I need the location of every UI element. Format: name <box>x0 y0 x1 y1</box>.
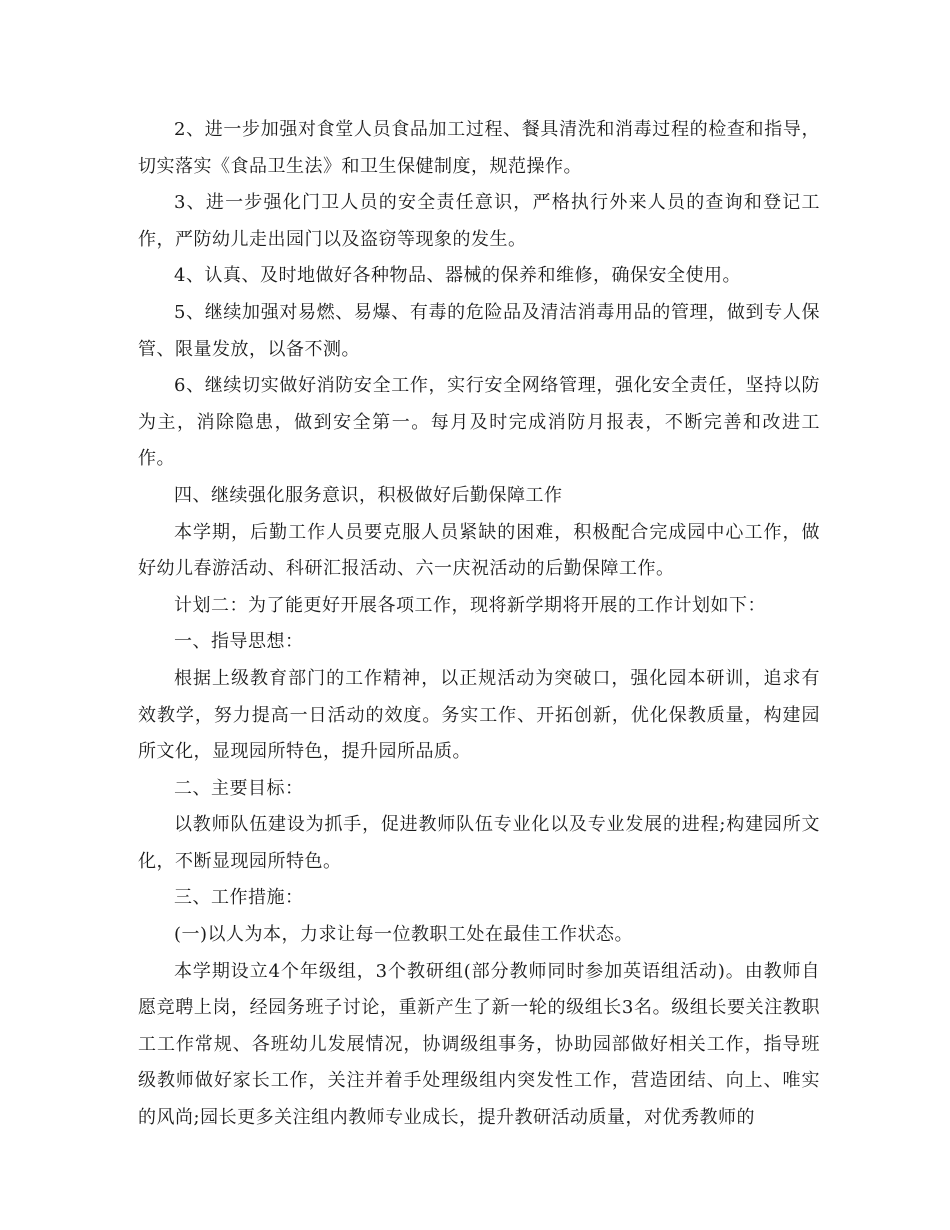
section-heading-four: 四、继续强化服务意识，积极做好后勤保障工作 <box>174 484 563 506</box>
paragraph-main-goals: 以教师队伍建设为抓手，促进教师队伍专业化以及专业发展的进程;构建园所文化，不断显现园所特色。 <box>138 814 820 872</box>
paragraph-logistics: 本学期，后勤工作人员要克服人员紧缺的困难，积极配合完成园中心工作，做好幼儿春游活动、科研汇报活动、六一庆祝活动的后勤保障工作。 <box>138 521 820 580</box>
paragraph-item-3: 3、进一步强化门卫人员的安全责任意识，严格执行外来人员的查询和登记工作，严防幼儿走出园门以及盗窃等现象的发生。 <box>138 192 820 250</box>
plan-two-intro: 计划二：为了能更好开展各项工作，现将新学期将开展的工作计划如下： <box>174 594 766 616</box>
section-heading-measures: 三、工作措施： <box>174 887 304 909</box>
subheading-people-oriented: (一)以人为本，力求让每一位教职工处在最佳工作状态。 <box>174 924 634 946</box>
section-heading-guiding-thought: 一、指导思想： <box>174 631 304 653</box>
paragraph-guiding-thought: 根据上级教育部门的工作精神，以正规活动为突破口，强化园本研训，追求有效教学，努力提高一日活动的效度。务实工作、开拓创新，优化保教质量，构建园所文化，显现园所特色，提升园所品质。 <box>138 667 820 763</box>
section-heading-main-goals: 二、主要目标： <box>174 777 304 799</box>
paragraph-item-6: 6、继续切实做好消防安全工作，实行安全网络管理，强化安全责任，坚持以防为主，消除隐患，做到安全第一。每月及时完成消防月报表，不断完善和改进工作。 <box>138 375 820 470</box>
document-body <box>138 112 820 1137</box>
paragraph-item-2: 2、进一步加强对食堂人员食品加工过程、餐具清洗和消毒过程的检查和指导，切实落实《食品卫生法》和卫生保健制度，规范操作。 <box>138 119 820 177</box>
paragraph-item-5: 5、继续加强对易燃、易爆、有毒的危险品及清洁消毒用品的管理，做到专人保管、限量发放，以备不测。 <box>138 301 820 360</box>
paragraph-item-4: 4、认真、及时地做好各种物品、器械的保养和维修，确保安全使用。 <box>174 265 741 287</box>
paragraph-grade-groups: 本学期设立4个年级组，3个教研组(部分教师同时参加英语组活动)。由教师自愿竞聘上岗，经园务班子讨论，重新产生了新一轮的级组长3名。级组长要关注教职工工作常规、各班幼儿发展情况，协调级组事务，协助园部做好相关工作，指导班级教师做好家长工作，关注并着手处理级组内突发性工作，营造团结、向上、唯实的风尚;园长更多关注组内教师专业成长，提升教研活动质量，对优秀教师的 <box>138 960 820 1129</box>
